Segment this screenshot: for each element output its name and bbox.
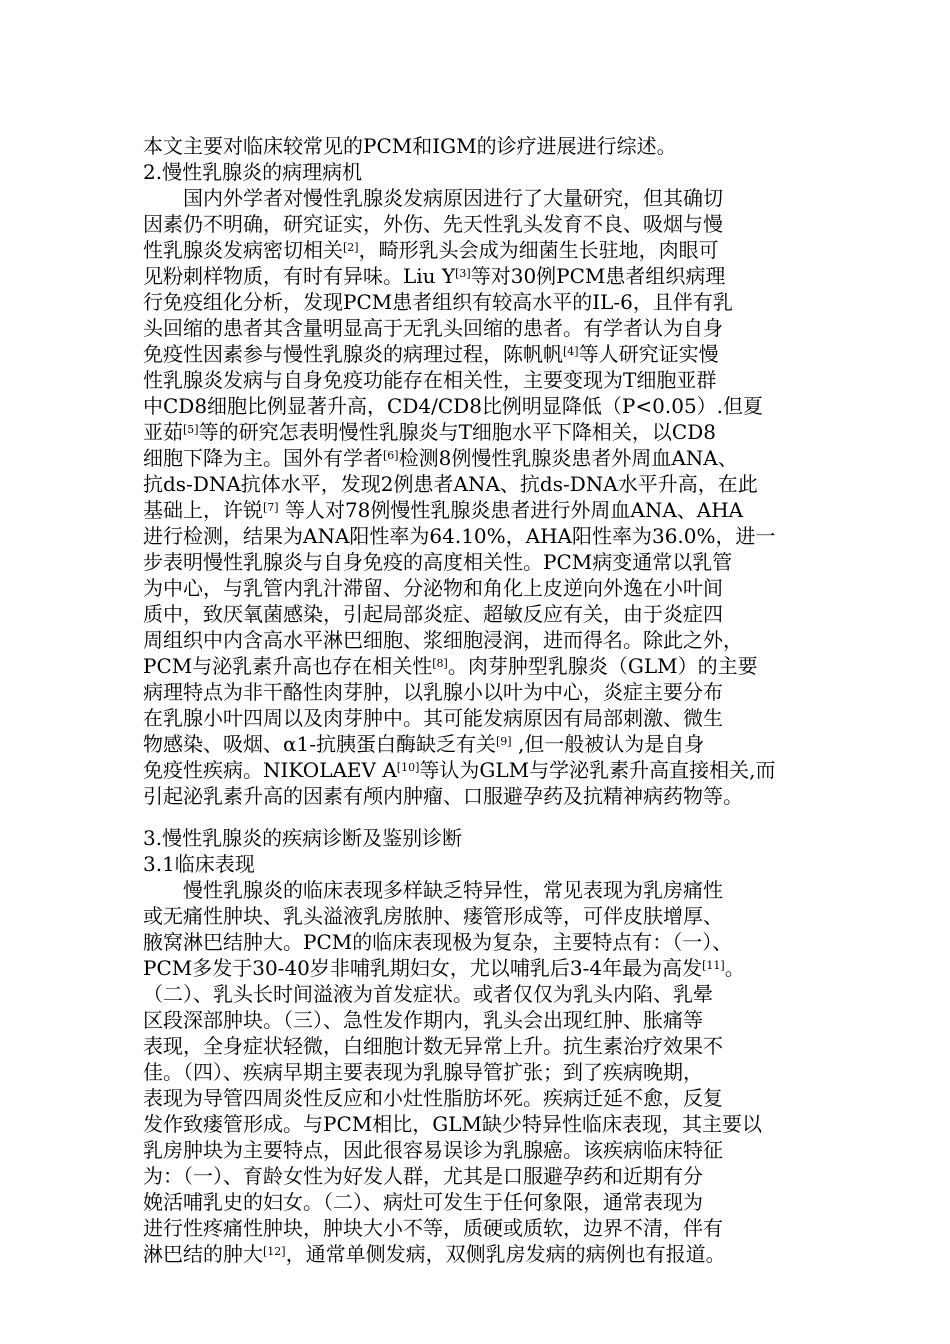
body-text-line: 因素仍不明确，研究证实，外伤、先天性乳头发育不良、吸烟与慢: [143, 212, 723, 236]
body-text-line: 为中心，与乳管内乳汁滞留、分泌物和角化上皮逆向外逸在小叶间: [143, 576, 723, 600]
body-text-line: 性乳腺炎发病与自身免疫功能存在相关性，主要变现为T细胞亚群: [143, 368, 717, 392]
body-text-line: 免疫性疾病。NIKOLAEV A[10]等认为GLM与学泌乳素升高直接相关,而: [143, 758, 776, 782]
body-text-line: 质中，致厌氧菌感染，引起局部炎症、超敏反应有关，由于炎症四: [143, 602, 723, 626]
body-text-line: 佳。（四）、疾病早期主要表现为乳腺导管扩张；到了疾病晚期，: [143, 1060, 703, 1084]
body-text-line: 娩活哺乳史的妇女。（二）、病灶可发生于任何象限，通常表现为: [143, 1190, 703, 1214]
body-text-line: 步表明慢性乳腺炎与自身免疫的高度相关性。PCM病变通常以乳管: [143, 550, 733, 574]
body-text-line: 国内外学者对慢性乳腺炎发病原因进行了大量研究，但其确切: [183, 186, 723, 210]
body-text-line: 进行检测，结果为ANA阳性率为64.10%，AHA阳性率为36.0%，进一: [143, 524, 776, 548]
body-text-line: 本文主要对临床较常见的PCM和IGM的诊疗进展进行综述。: [143, 134, 677, 158]
body-text-line: PCM多发于30-40岁非哺乳期妇女，尤以哺乳后3-4年最为高发[11]。: [143, 956, 745, 980]
body-text-line: 中CD8细胞比例显著升高，CD4/CD8比例明显降低（P<0.05）.但夏: [143, 394, 764, 418]
body-text-line: 头回缩的患者其含量明显高于无乳头回缩的患者。有学者认为自身: [143, 316, 723, 340]
section-heading-3: 3.慢性乳腺炎的疾病诊断及鉴别诊断: [143, 826, 463, 850]
body-text-line: 行免疫组化分析，发现PCM患者组织有较高水平的IL-6，且伴有乳: [143, 290, 733, 314]
body-text-line: 表现，全身症状轻微，白细胞计数无异常上升。抗生素治疗效果不: [143, 1034, 723, 1058]
body-text-line: PCM与泌乳素升高也存在相关性[8]。肉芽肿型乳腺炎（GLM）的主要: [143, 654, 758, 678]
body-text-line: 见粉刺样物质，有时有异味。Liu Y[3]等对30例PCM患者组织病理: [143, 264, 726, 288]
body-text-line: 区段深部肿块。（三）、急性发作期内，乳头会出现红肿、胀痛等: [143, 1008, 703, 1032]
body-text-line: 周组织中内含高水平淋巴细胞、浆细胞浸润，进而得名。除此之外，: [143, 628, 743, 652]
body-text-line: 物感染、吸烟、α1-抗胰蛋白酶缺乏有关[9] ,但一般被认为是自身: [143, 732, 705, 756]
subsection-heading-3-1: 3.1临床表现: [143, 852, 255, 876]
body-text-line: 乳房肿块为主要特点，因此很容易误诊为乳腺癌。该疾病临床特征: [143, 1138, 723, 1162]
body-text-line: 基础上，许锐[7] 等人对78例慢性乳腺炎患者进行外周血ANA、AHA: [143, 498, 744, 522]
body-text-line: 腋窝淋巴结肿大。PCM的临床表现极为复杂，主要特点有：（一）、: [143, 930, 733, 954]
body-text-line: 进行性疼痛性肿块，肿块大小不等，质硬或质软，边界不清，伴有: [143, 1216, 723, 1240]
body-text-line: 慢性乳腺炎的临床表现多样缺乏特异性，常见表现为乳房痛性: [183, 878, 723, 902]
body-text-line: 亚茹[5]等的研究怎表明慢性乳腺炎与T细胞水平下降相关，以CD8: [143, 420, 716, 444]
body-text-line: 引起泌乳素升高的因素有颅内肿瘤、口服避孕药及抗精神病药物等。: [143, 784, 743, 808]
body-text-line: 抗ds-DNA抗体水平，发现2例患者ANA、抗ds-DNA水平升高，在此: [143, 472, 758, 496]
body-text-line: 细胞下降为主。国外有学者[6]检测8例慢性乳腺炎患者外周血ANA、: [143, 446, 738, 470]
body-text-line: 表现为导管四周炎性反应和小灶性脂肪坏死。疾病迁延不愈，反复: [143, 1086, 723, 1110]
body-text-line: 病理特点为非干酪性肉芽肿，以乳腺小以叶为中心，炎症主要分布: [143, 680, 723, 704]
body-text-line: 发作致瘘管形成。与PCM相比，GLM缺少特异性临床表现，其主要以: [143, 1112, 762, 1136]
body-text-line: 在乳腺小叶四周以及肉芽肿中。其可能发病原因有局部刺激、微生: [143, 706, 723, 730]
body-text-line: 性乳腺炎发病密切相关[2]，畸形乳头会成为细菌生长驻地，肉眼可: [143, 238, 719, 262]
body-text-line: 免疫性因素参与慢性乳腺炎的病理过程，陈帆帆[4]等人研究证实慢: [143, 342, 719, 366]
body-text-line: 或无痛性肿块、乳头溢液乳房脓肿、瘘管形成等，可伴皮肤增厚、: [143, 904, 723, 928]
body-text-line: 为：（一）、育龄女性为好发人群，尤其是口服避孕药和近期有分: [143, 1164, 703, 1188]
body-text-line: 淋巴结的肿大[12]，通常单侧发病，双侧乳房发病的病例也有报道。: [143, 1242, 726, 1266]
section-heading-2: 2.慢性乳腺炎的病理病机: [143, 160, 363, 184]
body-text-line: （二）、乳头长时间溢液为首发症状。或者仅仅为乳头内陷、乳晕: [143, 982, 713, 1006]
